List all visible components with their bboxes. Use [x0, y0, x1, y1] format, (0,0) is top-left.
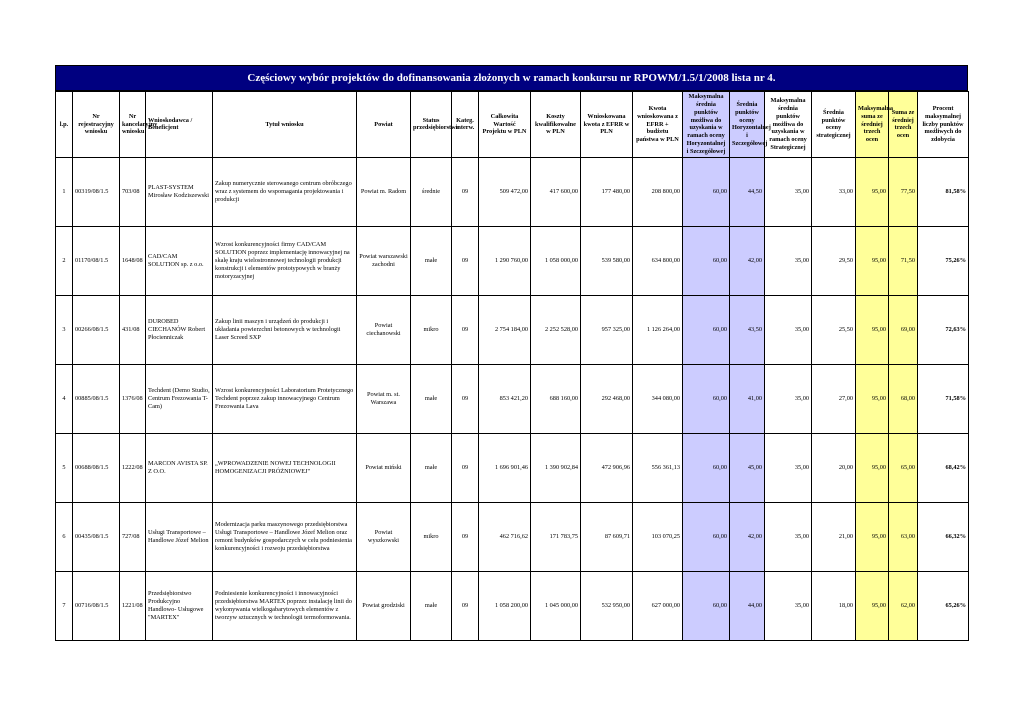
cell-procent: 75,26% — [918, 226, 969, 295]
cell-status: małe — [411, 364, 452, 433]
cell-sr-str: 18,00 — [812, 571, 856, 640]
cell-lp: 2 — [56, 226, 73, 295]
cell-wnioskodawca: DUROBED CIECHANÓW Robert Płocienniczak — [146, 295, 213, 364]
cell-sr-str: 21,00 — [812, 502, 856, 571]
cell-tytul: Wzrost konkurencyjności firmy CAD/CAM SOLUTION poprzez implementację innowacyjnej na skalę kraju wielostronnowej technologii produkcji konstrukcji i elementów prototypowych w branży motoryzacyjnej — [213, 226, 357, 295]
cell-max-sr-hor: 60,00 — [683, 571, 730, 640]
cell-wnioskodawca: CAD/CAM SOLUTION sp. z o.o. — [146, 226, 213, 295]
cell-sr-str: 25,50 — [812, 295, 856, 364]
cell-kwota-efrr-budzet: 634 800,00 — [633, 226, 683, 295]
cell-max-suma: 95,00 — [856, 571, 889, 640]
cell-sr-hor: 44,00 — [730, 571, 765, 640]
cell-kwota-efrr: 957 325,00 — [581, 295, 633, 364]
cell-max-sr-str: 35,00 — [765, 157, 812, 226]
cell-max-suma: 95,00 — [856, 502, 889, 571]
table-row — [56, 433, 969, 502]
cell-wartosc: 2 754 184,00 — [479, 295, 531, 364]
cell-sr-str: 20,00 — [812, 433, 856, 502]
cell-kwota-efrr-budzet: 1 126 264,00 — [633, 295, 683, 364]
cell-suma: 77,50 — [889, 157, 918, 226]
cell-koszty: 1 058 000,00 — [531, 226, 581, 295]
cell-lp: 3 — [56, 295, 73, 364]
cell-procent: 65,26% — [918, 571, 969, 640]
cell-wnioskodawca: Usługi Transportowe – Handlowe Józef Melion — [146, 502, 213, 571]
cell-tytul: Zakup numerycznie sterowanego centrum obróbczego wraz z systemem do wspomagania projektowania i produkcji — [213, 157, 357, 226]
cell-kateg: 09 — [452, 157, 479, 226]
cell-max-suma: 95,00 — [856, 295, 889, 364]
header-kwota-efrr-budzet: Kwota wnioskowana z EFRR + budżetu państwa w PLN — [633, 92, 683, 158]
cell-sr-hor: 42,00 — [730, 226, 765, 295]
cell-powiat: Powiat miński — [357, 433, 411, 502]
cell-nr-rej: 00885/08/1.5 — [73, 364, 120, 433]
header-suma: Suma ze średniej trzech ocen — [889, 92, 918, 158]
cell-max-sr-hor: 60,00 — [683, 226, 730, 295]
cell-koszty: 1 045 000,00 — [531, 571, 581, 640]
cell-max-suma: 95,00 — [856, 226, 889, 295]
cell-wartosc: 509 472,00 — [479, 157, 531, 226]
cell-powiat: Powiat warszawski zachodni — [357, 226, 411, 295]
cell-max-suma: 95,00 — [856, 364, 889, 433]
cell-status: mikro — [411, 295, 452, 364]
cell-nr-kanc: 1376/08 — [120, 364, 146, 433]
cell-status: małe — [411, 433, 452, 502]
cell-kwota-efrr: 292 468,00 — [581, 364, 633, 433]
header-sr-hor: Średnia punktów oceny Horyzontalnej i Szczegółowej — [730, 92, 765, 158]
cell-nr-rej: 00266/08/1.5 — [73, 295, 120, 364]
cell-max-sr-str: 35,00 — [765, 571, 812, 640]
table-row — [56, 364, 969, 433]
cell-max-sr-str: 35,00 — [765, 226, 812, 295]
cell-sr-hor: 44,50 — [730, 157, 765, 226]
cell-procent: 66,32% — [918, 502, 969, 571]
cell-nr-kanc: 431/08 — [120, 295, 146, 364]
cell-powiat: Powiat m. Radom — [357, 157, 411, 226]
cell-nr-rej: 00435/08/1.5 — [73, 502, 120, 571]
cell-max-suma: 95,00 — [856, 157, 889, 226]
cell-nr-rej: 01170/08/1.5 — [73, 226, 120, 295]
table-row — [56, 571, 969, 640]
cell-sr-hor: 42,00 — [730, 502, 765, 571]
cell-kwota-efrr-budzet: 103 070,25 — [633, 502, 683, 571]
cell-procent: 72,63% — [918, 295, 969, 364]
cell-kwota-efrr: 87 609,71 — [581, 502, 633, 571]
cell-max-suma: 95,00 — [856, 433, 889, 502]
cell-kateg: 09 — [452, 433, 479, 502]
cell-kwota-efrr: 532 950,00 — [581, 571, 633, 640]
header-kateg: Kateg. interw. — [452, 92, 479, 158]
cell-suma: 62,00 — [889, 571, 918, 640]
cell-kwota-efrr: 177 480,00 — [581, 157, 633, 226]
header-lp: l.p. — [56, 92, 73, 158]
cell-lp: 4 — [56, 364, 73, 433]
cell-max-sr-str: 35,00 — [765, 433, 812, 502]
cell-kateg: 09 — [452, 295, 479, 364]
cell-wartosc: 462 716,62 — [479, 502, 531, 571]
cell-nr-rej: 00319/08/1.5 — [73, 157, 120, 226]
cell-procent: 68,42% — [918, 433, 969, 502]
header-sr-str: Średnia punktów oceny strategicznej — [812, 92, 856, 158]
cell-wartosc: 1 290 760,00 — [479, 226, 531, 295]
cell-kateg: 09 — [452, 502, 479, 571]
cell-kateg: 09 — [452, 571, 479, 640]
cell-kwota-efrr: 472 906,96 — [581, 433, 633, 502]
cell-wnioskodawca: Przedsiębiorstwo Produkcyjno Handlowo- Usługowe "MARTEX" — [146, 571, 213, 640]
cell-koszty: 171 783,75 — [531, 502, 581, 571]
cell-koszty: 2 252 528,00 — [531, 295, 581, 364]
cell-nr-kanc: 1221/08 — [120, 571, 146, 640]
cell-max-sr-str: 35,00 — [765, 364, 812, 433]
cell-tytul: Modernizacja parku maszynowego przedsiębiorstwa Usługi Transportowe – Handlowe Józef Melion oraz remont budynków gospodarczych w celu podniesienia konkurencyjności i rozwoju przedsiębiorstwa — [213, 502, 357, 571]
table-row — [56, 157, 969, 226]
cell-sr-str: 27,00 — [812, 364, 856, 433]
header-kwota-efrr: Wnioskowana kwota z EFRR w PLN — [581, 92, 633, 158]
header-koszty: Koszty kwalifikowalne w PLN — [531, 92, 581, 158]
cell-tytul: „WPROWADZENIE NOWEJ TECHNOLOGII HOMOGENIZACJI PRÓŻNIOWEJ" — [213, 433, 357, 502]
cell-koszty: 417 600,00 — [531, 157, 581, 226]
cell-koszty: 1 390 902,84 — [531, 433, 581, 502]
header-nr-rej: Nr rejestracyjny wniosku — [73, 92, 120, 158]
cell-max-sr-hor: 60,00 — [683, 295, 730, 364]
cell-status: mikro — [411, 502, 452, 571]
cell-status: średnie — [411, 157, 452, 226]
cell-tytul: Zakup linii maszyn i urządzeń do produkcji i układania powierzchni betonowych w technologii Laser Screed SXP — [213, 295, 357, 364]
cell-powiat: Powiat ciechanowski — [357, 295, 411, 364]
cell-wnioskodawca: Techdent (Demo Studio, Centrum Frezowania T-Cam) — [146, 364, 213, 433]
cell-lp: 6 — [56, 502, 73, 571]
header-wnioskodawca: Wnioskodawca / Beneficjent — [146, 92, 213, 158]
header-wartosc: Całkowita Wartość Projektu w PLN — [479, 92, 531, 158]
cell-sr-hor: 45,00 — [730, 433, 765, 502]
cell-max-sr-hor: 60,00 — [683, 502, 730, 571]
header-row — [56, 92, 969, 158]
cell-wartosc: 1 058 200,00 — [479, 571, 531, 640]
cell-lp: 1 — [56, 157, 73, 226]
cell-kwota-efrr-budzet: 344 080,00 — [633, 364, 683, 433]
cell-max-sr-hor: 60,00 — [683, 433, 730, 502]
cell-suma: 69,00 — [889, 295, 918, 364]
cell-kwota-efrr-budzet: 208 800,00 — [633, 157, 683, 226]
cell-suma: 71,50 — [889, 226, 918, 295]
header-max-sr-str: Maksymalna średnia punktów możliwa do uzyskania w ramach oceny Strategicznej — [765, 92, 812, 158]
cell-tytul: Podniesienie konkurencyjności i innowacyjności przedsiębiorstwa MARTEX poprzez instalację linii do wykonywania wielkogabarytowych elementów z tworzyw sztucznych w technologii termoformowania. — [213, 571, 357, 640]
cell-sr-str: 29,50 — [812, 226, 856, 295]
cell-sr-hor: 43,50 — [730, 295, 765, 364]
table-row — [56, 226, 969, 295]
cell-max-sr-str: 35,00 — [765, 295, 812, 364]
cell-wartosc: 853 421,20 — [479, 364, 531, 433]
cell-lp: 7 — [56, 571, 73, 640]
cell-nr-rej: 00688/08/1.5 — [73, 433, 120, 502]
cell-nr-rej: 00716/08/1.5 — [73, 571, 120, 640]
cell-suma: 63,00 — [889, 502, 918, 571]
cell-nr-kanc: 1648/08 — [120, 226, 146, 295]
cell-kwota-efrr-budzet: 627 000,00 — [633, 571, 683, 640]
cell-nr-kanc: 727/08 — [120, 502, 146, 571]
cell-powiat: Powiat wyszkowski — [357, 502, 411, 571]
cell-suma: 65,00 — [889, 433, 918, 502]
cell-max-sr-str: 35,00 — [765, 502, 812, 571]
cell-max-sr-hor: 60,00 — [683, 157, 730, 226]
table-row — [56, 502, 969, 571]
header-max-sr-hor: Maksymalna średnia punktów możliwa do uzyskania w ramach oceny Horyzontalnej i Szczegółowej — [683, 92, 730, 158]
table-row — [56, 295, 969, 364]
header-tytul: Tytuł wniosku — [213, 92, 357, 158]
header-procent: Procent maksymalnej liczby punktów możliwych do zdobycia — [918, 92, 969, 158]
cell-sr-hor: 41,00 — [730, 364, 765, 433]
header-max-suma: Maksymalna suma ze średniej trzech ocen — [856, 92, 889, 158]
cell-nr-kanc: 703/08 — [120, 157, 146, 226]
header-powiat: Powiat — [357, 92, 411, 158]
cell-wnioskodawca: MARCON AVISTA SP. Z O.O. — [146, 433, 213, 502]
cell-status: małe — [411, 226, 452, 295]
cell-suma: 68,00 — [889, 364, 918, 433]
cell-kateg: 09 — [452, 226, 479, 295]
cell-procent: 71,58% — [918, 364, 969, 433]
cell-powiat: Powiat grodziski — [357, 571, 411, 640]
cell-max-sr-hor: 60,00 — [683, 364, 730, 433]
cell-powiat: Powiat m. st. Warszawa — [357, 364, 411, 433]
cell-status: małe — [411, 571, 452, 640]
cell-kwota-efrr: 539 580,00 — [581, 226, 633, 295]
cell-wnioskodawca: PLAST-SYSTEM Mirosław Kodziszewski — [146, 157, 213, 226]
cell-tytul: Wzrost konkurencyjności Laboratorium Protetycznego Techdent poprzez zakup innowacyjnego Centrum Frezowania Lava — [213, 364, 357, 433]
header-nr-kanc: Nr kancelaryjny wniosku — [120, 92, 146, 158]
cell-nr-kanc: 1222/08 — [120, 433, 146, 502]
cell-procent: 81,58% — [918, 157, 969, 226]
header-status: Status przedsiębiorstwa — [411, 92, 452, 158]
projects-table — [55, 91, 969, 641]
cell-kateg: 09 — [452, 364, 479, 433]
cell-koszty: 688 160,00 — [531, 364, 581, 433]
table-banner: Częściowy wybór projektów do dofinansowania złożonych w ramach konkursu nr RPOWM/1.5/1/2008 lista nr 4. — [55, 65, 968, 91]
cell-wartosc: 1 696 901,46 — [479, 433, 531, 502]
cell-sr-str: 33,00 — [812, 157, 856, 226]
cell-lp: 5 — [56, 433, 73, 502]
cell-kwota-efrr-budzet: 556 361,13 — [633, 433, 683, 502]
